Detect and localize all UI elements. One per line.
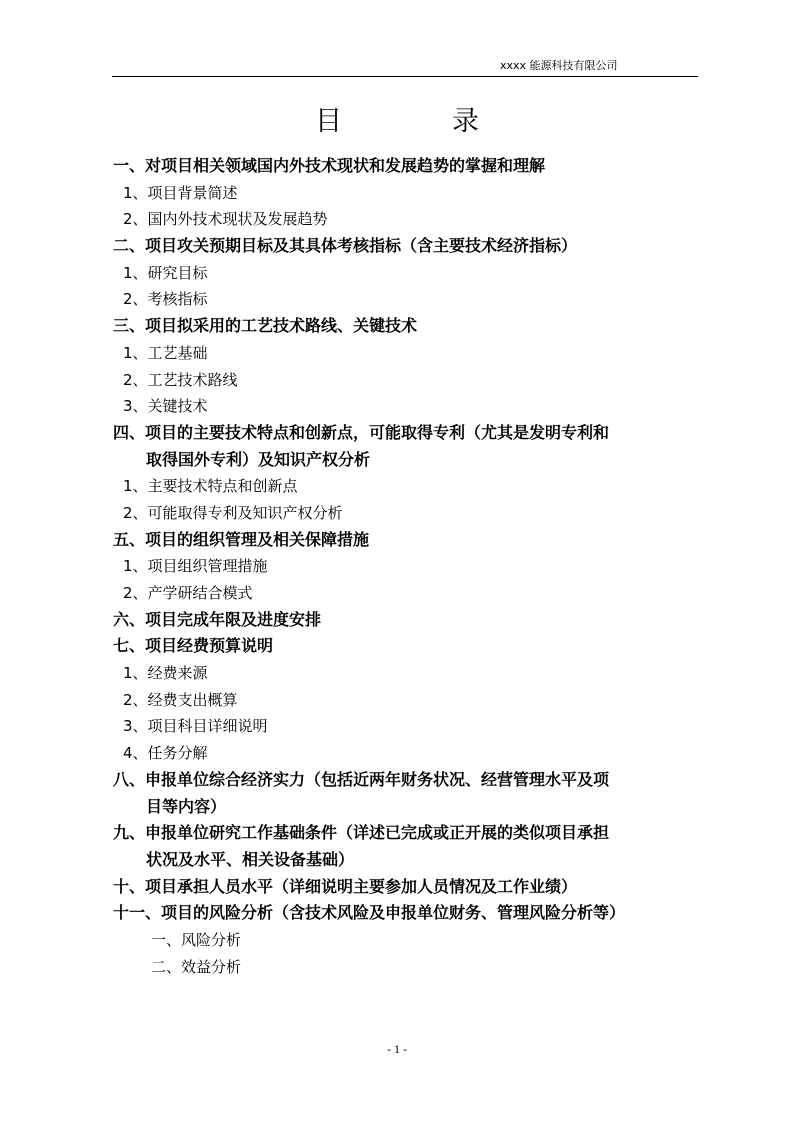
toc-section-heading: 取得国外专利）及知识产权分析 <box>146 449 371 469</box>
toc-section-heading: 五、项目的组织管理及相关保障措施 <box>113 529 370 549</box>
document-title: 目录 <box>315 106 589 137</box>
page-number: - 1 - <box>387 1042 407 1056</box>
toc-section-heading: 八、申报单位综合经济实力（包括近两年财务状况、经营管理水平及项 <box>113 769 610 789</box>
toc-section-heading: 一、对项目相关领域国内外技术现状和发展趋势的掌握和理解 <box>113 156 546 175</box>
page-header-company: xxxx 能源科技有限公司 <box>500 59 618 72</box>
toc-subsection-item: 2、考核指标 <box>123 290 208 309</box>
toc-section-heading: 四、项目的主要技术特点和创新点，可能取得专利（尤其是发明专利和 <box>113 422 610 442</box>
toc-subsection-item: 1、经费来源 <box>123 664 208 683</box>
table-of-contents <box>113 153 713 980</box>
toc-subsection-item: 2、产学研结合模式 <box>123 584 253 602</box>
toc-section-heading: 状况及水平、相关设备基础） <box>146 849 355 869</box>
toc-subsection-item: 3、关键技术 <box>123 397 208 416</box>
toc-subsection-item: 1、项目组织管理措施 <box>123 557 268 576</box>
toc-section-heading: 十、项目承担人员水平（详细说明主要参加人员情况及工作业绩） <box>113 876 578 896</box>
toc-subsection-item: 2、可能取得专利及知识产权分析 <box>123 503 343 522</box>
toc-section-heading: 六、项目完成年限及进度安排 <box>113 609 322 629</box>
toc-section-heading: 九、申报单位研究工作基础条件（详述已完成或正开展的类似项目承担 <box>113 823 610 843</box>
toc-subsection-item: 1、项目背景简述 <box>123 183 238 202</box>
toc-subsection-item: 4、任务分解 <box>123 744 208 763</box>
toc-subsection-item: 2、工艺技术路线 <box>123 370 238 389</box>
toc-subsection-item: 一、风险分析 <box>151 930 242 949</box>
toc-subsection-item: 1、主要技术特点和创新点 <box>123 477 298 496</box>
toc-subsection-item: 二、效益分析 <box>151 957 242 976</box>
toc-subsection-item: 2、国内外技术现状及发展趋势 <box>123 210 328 229</box>
toc-subsection-item: 1、研究目标 <box>123 263 208 282</box>
toc-section-heading: 十一、项目的风险分析（含技术风险及申报单位财务、管理风险分析等） <box>113 903 626 923</box>
toc-subsection-item: 3、项目科目详细说明 <box>123 717 268 736</box>
header-divider <box>112 76 698 77</box>
toc-section-heading: 目等内容） <box>146 796 227 816</box>
toc-section-heading: 三、项目拟采用的工艺技术路线、关键技术 <box>113 316 418 336</box>
toc-subsection-item: 2、经费支出概算 <box>123 690 238 709</box>
toc-section-heading: 二、项目攻关预期目标及其具体考核指标（含主要技术经济指标） <box>113 236 578 256</box>
toc-subsection-item: 1、工艺基础 <box>123 343 208 362</box>
toc-section-heading: 七、项目经费预算说明 <box>113 636 274 656</box>
